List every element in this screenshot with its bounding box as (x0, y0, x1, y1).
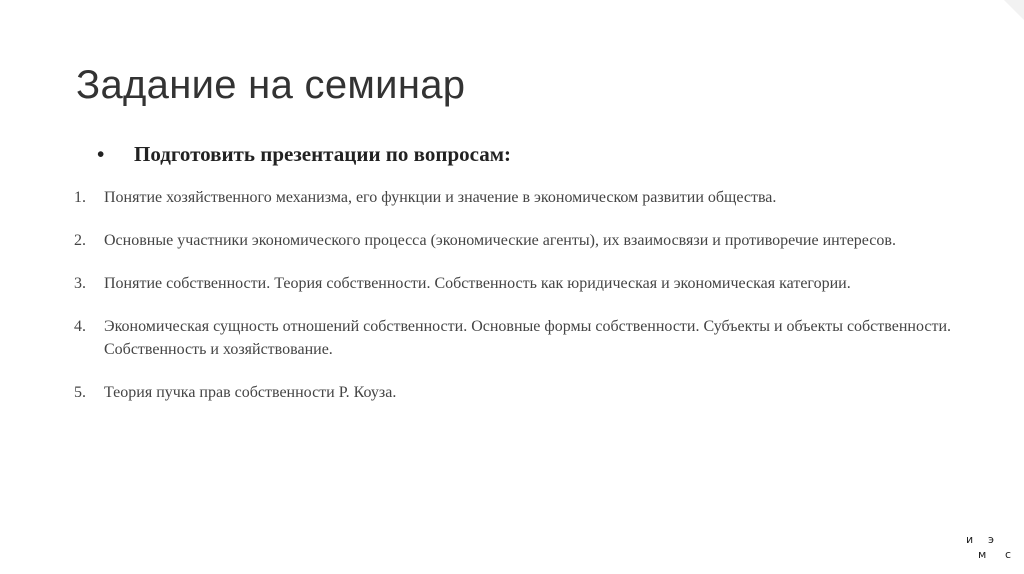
question-text: Экономическая сущность отношений собственности. Основные формы собственности. Субъекты и объекты собственности. Собственность и хозяйствование. (104, 318, 952, 358)
question-text: Понятие собственности. Теория собственности. Собственность как юридическая и экономическая категории. (104, 275, 851, 292)
question-item-1 (74, 186, 954, 209)
question-item-3 (74, 272, 954, 295)
question-item-4 (74, 315, 954, 361)
imes-logo (964, 533, 1016, 567)
question-text: Понятие хозяйственного механизма, его функции и значение в экономическом развитии общества. (104, 189, 777, 206)
logo-letter: м (978, 548, 987, 561)
slide-title: Задание на семинар (76, 63, 466, 107)
question-number: 3. (74, 275, 86, 292)
question-number: 2. (74, 232, 86, 249)
question-item-5 (74, 381, 954, 404)
corner-decoration (1004, 0, 1024, 20)
question-number: 5. (74, 384, 86, 401)
question-text: Теория пучка прав собственности Р. Коуза. (104, 384, 397, 401)
questions-list (74, 186, 954, 424)
question-text: Основные участники экономического процесса (экономические агенты), их взаимосвязи и противоречие интересов. (104, 232, 896, 249)
question-number: 1. (74, 189, 86, 206)
question-item-2 (74, 229, 954, 252)
bullet-heading (97, 139, 511, 169)
logo-letter: и (966, 533, 974, 546)
question-number: 4. (74, 318, 86, 335)
bullet-marker: • (97, 142, 105, 166)
bullet-text: Подготовить презентации по вопросам: (134, 142, 511, 166)
logo-letter: с (1005, 548, 1012, 561)
logo-letter: э (988, 533, 995, 546)
